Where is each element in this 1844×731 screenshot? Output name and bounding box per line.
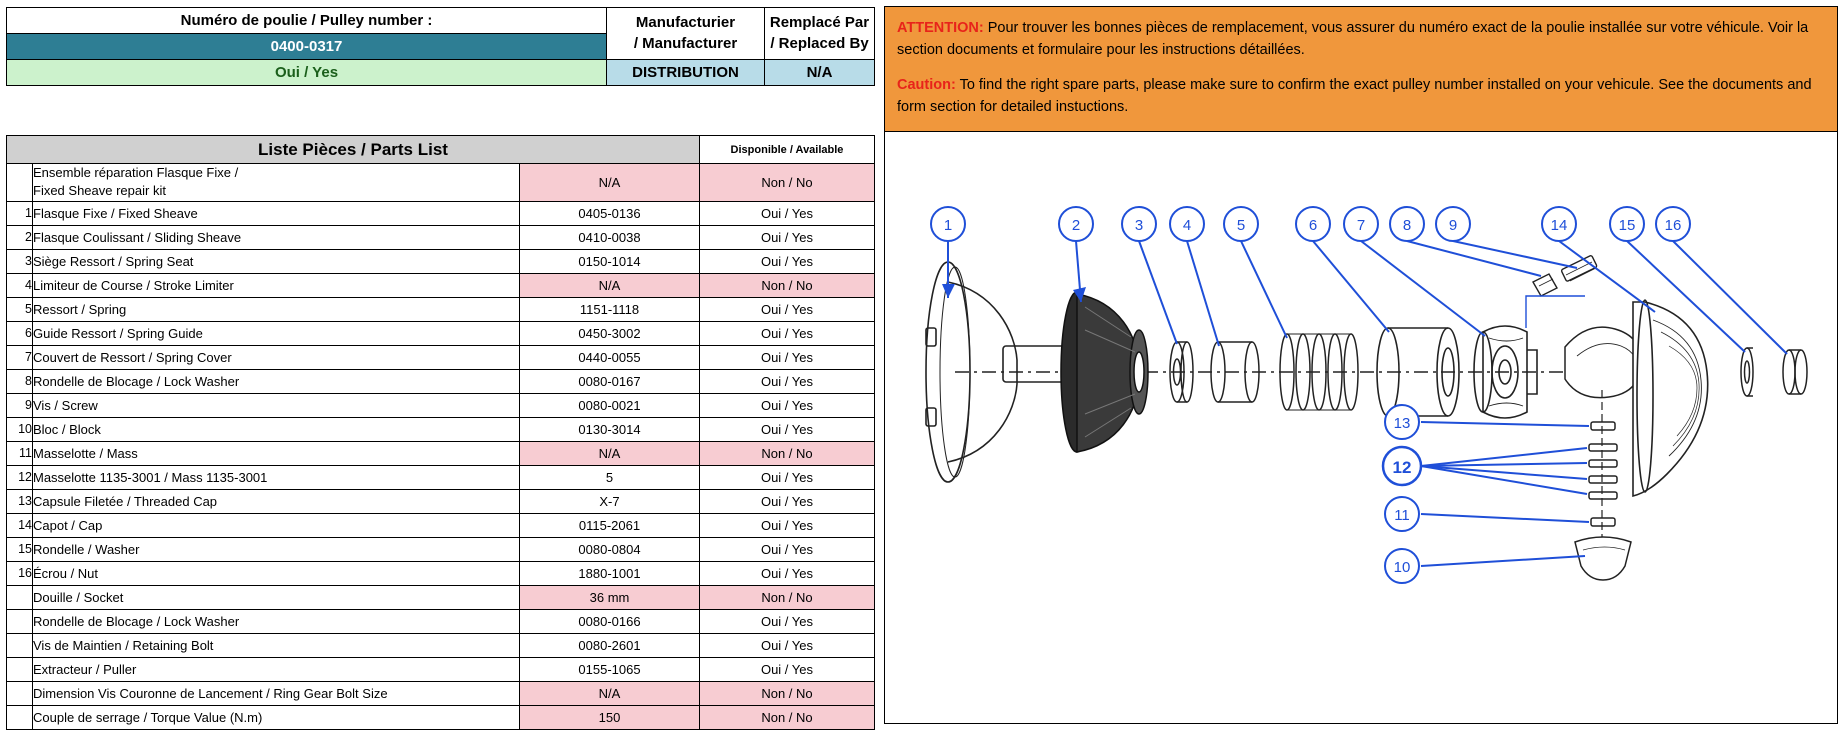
row-availability: Oui / Yes	[700, 537, 875, 561]
row-description-line2: Fixed Sheave repair kit	[33, 183, 166, 199]
row-index: 6	[7, 321, 33, 345]
row-index	[7, 609, 33, 633]
svg-text:6: 6	[1308, 216, 1318, 234]
row-index: 15	[7, 537, 33, 561]
row-description: Ressort / Spring	[33, 297, 520, 321]
cover-bracket-line	[1526, 296, 1585, 328]
row-part-number: 0080-2601	[520, 633, 700, 657]
svg-text:4: 4	[1182, 216, 1192, 234]
row-part-number: 0450-3002	[520, 321, 700, 345]
row-part-number: 150	[520, 705, 700, 729]
svg-text:5: 5	[1236, 216, 1246, 234]
parts-list-table	[6, 135, 875, 730]
pulley-availability-value: Oui / Yes	[7, 60, 607, 86]
part-cap	[1633, 300, 1708, 496]
replaced-by-label-line1: Remplacé Par	[769, 14, 870, 32]
row-description: Rondelle / Washer	[33, 537, 520, 561]
table-row	[7, 225, 875, 249]
row-index: 8	[7, 369, 33, 393]
callout-1	[931, 207, 965, 241]
row-description: Couple de serrage / Torque Value (N.m)	[33, 705, 520, 729]
row-availability: Oui / Yes	[700, 633, 875, 657]
pulley-number-value: 0400-0317	[7, 34, 607, 60]
caution-text-en: To find the right spare parts, please make sure to confirm the exact pulley number installed on your vehicule. See the documents and form section for detailed instuctions.	[897, 76, 1812, 116]
callout-10	[1385, 549, 1419, 583]
table-row	[7, 633, 875, 657]
row-description: Flasque Coulissant / Sliding Sheave	[33, 225, 520, 249]
right-panel	[884, 6, 1838, 724]
pulley-number-label: Numéro de poulie / Pulley number :	[7, 8, 607, 34]
row-description: Siège Ressort / Spring Seat	[33, 249, 520, 273]
table-row	[7, 513, 875, 537]
table-row	[7, 465, 875, 489]
table-row	[7, 321, 875, 345]
caution-notice-fr	[897, 17, 1825, 62]
caution-keyword-fr: ATTENTION:	[897, 20, 984, 36]
table-row	[7, 345, 875, 369]
row-part-number: 0080-0021	[520, 393, 700, 417]
caution-notice	[885, 7, 1837, 132]
row-index: 10	[7, 417, 33, 441]
row-index	[7, 164, 33, 202]
caution-keyword-en: Caution:	[897, 76, 956, 93]
replaced-by-value: N/A	[765, 60, 875, 86]
row-part-number: 0405-0136	[520, 201, 700, 225]
row-availability: Oui / Yes	[700, 201, 875, 225]
manufacturer-value: DISTRIBUTION	[607, 60, 765, 86]
row-availability: Oui / Yes	[700, 369, 875, 393]
row-part-number: N/A	[520, 164, 700, 202]
row-part-number: 0080-0166	[520, 609, 700, 633]
row-index	[7, 585, 33, 609]
row-index: 16	[7, 561, 33, 585]
row-part-number: 0440-0055	[520, 345, 700, 369]
replaced-by-label-line2: / Replaced By	[770, 34, 869, 52]
row-description: Douille / Socket	[33, 585, 520, 609]
svg-text:13: 13	[1393, 414, 1411, 432]
table-row	[7, 297, 875, 321]
svg-text:14: 14	[1550, 216, 1568, 234]
row-part-number: 0130-3014	[520, 417, 700, 441]
row-availability: Non / No	[700, 164, 875, 202]
part-cluster-mass	[1565, 327, 1641, 580]
svg-text:2: 2	[1071, 216, 1081, 234]
caution-text-fr: Pour trouver les bonnes pièces de remplacement, vous assurer du numéro exact de la poulie installée sur votre véhicule. Voir la section documents et formulaire pour les instructions détaillées.	[897, 20, 1809, 59]
row-index: 1	[7, 201, 33, 225]
row-description: Masselotte 1135-3001 / Mass 1135-3001	[33, 465, 520, 489]
table-row	[7, 369, 875, 393]
row-description: Capot / Cap	[33, 513, 520, 537]
part-washer	[1741, 348, 1753, 396]
row-availability: Oui / Yes	[700, 657, 875, 681]
row-availability: Oui / Yes	[700, 513, 875, 537]
callout-5	[1224, 207, 1258, 241]
pulley-header-table	[6, 7, 875, 86]
exploded-view-diagram	[885, 132, 1837, 712]
part-lock-washer	[1533, 274, 1557, 296]
row-part-number: 0115-2061	[520, 513, 700, 537]
parts-list-header-row	[7, 136, 875, 164]
caution-notice-en	[897, 74, 1825, 119]
row-description: Limiteur de Course / Stroke Limiter	[33, 273, 520, 297]
callout-3	[1122, 207, 1156, 241]
svg-text:11: 11	[1394, 506, 1410, 524]
part-screw	[1561, 255, 1597, 282]
row-part-number: 1151-1118	[520, 297, 700, 321]
row-availability: Oui / Yes	[700, 465, 875, 489]
row-availability: Oui / Yes	[700, 393, 875, 417]
replaced-by-label	[765, 8, 875, 60]
row-availability: Oui / Yes	[700, 225, 875, 249]
callout-11	[1385, 497, 1419, 531]
row-part-number: N/A	[520, 441, 700, 465]
manufacturer-label-line1: Manufacturier	[635, 14, 736, 32]
row-part-number: N/A	[520, 273, 700, 297]
callout-4	[1170, 207, 1204, 241]
row-index: 11	[7, 441, 33, 465]
row-description-line1: Ensemble réparation Flasque Fixe /	[33, 165, 239, 180]
callout-bubbles	[931, 207, 1690, 583]
row-part-number: 0080-0167	[520, 369, 700, 393]
row-index: 4	[7, 273, 33, 297]
available-column-header: Disponible / Available	[700, 136, 875, 164]
row-part-number: N/A	[520, 681, 700, 705]
row-index	[7, 633, 33, 657]
row-description: Extracteur / Puller	[33, 657, 520, 681]
row-availability: Non / No	[700, 705, 875, 729]
row-availability: Oui / Yes	[700, 561, 875, 585]
callout-12	[1383, 447, 1421, 485]
row-index: 3	[7, 249, 33, 273]
row-index: 13	[7, 489, 33, 513]
part-spring-seat	[1170, 342, 1193, 402]
row-availability: Oui / Yes	[700, 249, 875, 273]
row-availability: Non / No	[700, 681, 875, 705]
svg-text:3: 3	[1134, 216, 1144, 234]
callout-8	[1390, 207, 1424, 241]
row-index	[7, 681, 33, 705]
table-row	[7, 681, 875, 705]
callout-7	[1344, 207, 1378, 241]
row-availability: Oui / Yes	[700, 609, 875, 633]
table-row	[7, 273, 875, 297]
row-index: 14	[7, 513, 33, 537]
header-row-availability	[7, 60, 875, 86]
row-index: 5	[7, 297, 33, 321]
row-availability: Non / No	[700, 441, 875, 465]
table-row	[7, 489, 875, 513]
manufacturer-label-line2: / Manufacturer	[633, 34, 738, 52]
row-availability: Oui / Yes	[700, 489, 875, 513]
svg-text:10: 10	[1393, 558, 1411, 576]
callout-14	[1542, 207, 1576, 241]
svg-text:9: 9	[1448, 216, 1458, 234]
table-row	[7, 417, 875, 441]
pulley-exploded-svg	[885, 132, 1837, 710]
part-nut	[1783, 350, 1807, 394]
row-description: Rondelle de Blocage / Lock Washer	[33, 609, 520, 633]
callout-9	[1436, 207, 1470, 241]
row-description: Rondelle de Blocage / Lock Washer	[33, 369, 520, 393]
row-index	[7, 657, 33, 681]
callout-13	[1385, 405, 1419, 439]
row-index: 2	[7, 225, 33, 249]
row-part-number: 0150-1014	[520, 249, 700, 273]
callout-16	[1656, 207, 1690, 241]
row-availability: Non / No	[700, 273, 875, 297]
callout-15	[1610, 207, 1644, 241]
row-index: 9	[7, 393, 33, 417]
row-part-number: X-7	[520, 489, 700, 513]
table-row	[7, 561, 875, 585]
row-description: Capsule Filetée / Threaded Cap	[33, 489, 520, 513]
svg-text:8: 8	[1402, 216, 1412, 234]
row-description: Écrou / Nut	[33, 561, 520, 585]
table-row	[7, 201, 875, 225]
row-part-number: 0080-0804	[520, 537, 700, 561]
manufacturer-label	[607, 8, 765, 60]
row-availability: Non / No	[700, 585, 875, 609]
svg-text:1: 1	[943, 216, 953, 234]
row-description: Dimension Vis Couronne de Lancement / Ring Gear Bolt Size	[33, 681, 520, 705]
row-part-number: 1880-1001	[520, 561, 700, 585]
row-description: Masselotte / Mass	[33, 441, 520, 465]
row-availability: Oui / Yes	[700, 297, 875, 321]
row-part-number: 0410-0038	[520, 225, 700, 249]
row-description: Flasque Fixe / Fixed Sheave	[33, 201, 520, 225]
part-sliding-sheave	[1061, 292, 1148, 452]
table-row	[7, 164, 875, 202]
header-row-title	[7, 8, 875, 34]
row-part-number: 36 mm	[520, 585, 700, 609]
svg-text:16: 16	[1664, 216, 1682, 234]
table-row	[7, 585, 875, 609]
table-row	[7, 705, 875, 729]
parts-list-title: Liste Pièces / Parts List	[7, 136, 700, 164]
row-description: Guide Ressort / Spring Guide	[33, 321, 520, 345]
row-description: Bloc / Block	[33, 417, 520, 441]
row-part-number: 0155-1065	[520, 657, 700, 681]
row-availability: Oui / Yes	[700, 345, 875, 369]
callout-2	[1059, 207, 1093, 241]
callout-6	[1296, 207, 1330, 241]
row-index	[7, 705, 33, 729]
table-row	[7, 249, 875, 273]
row-description: Couvert de Ressort / Spring Cover	[33, 345, 520, 369]
svg-text:12: 12	[1392, 457, 1412, 477]
svg-text:15: 15	[1618, 216, 1636, 234]
row-part-number: 5	[520, 465, 700, 489]
left-panel	[0, 0, 880, 731]
table-row	[7, 609, 875, 633]
table-row	[7, 657, 875, 681]
row-index: 7	[7, 345, 33, 369]
table-row	[7, 393, 875, 417]
row-availability: Oui / Yes	[700, 417, 875, 441]
svg-text:7: 7	[1356, 216, 1366, 234]
row-index: 12	[7, 465, 33, 489]
table-row	[7, 537, 875, 561]
row-description: Vis de Maintien / Retaining Bolt	[33, 633, 520, 657]
table-row	[7, 441, 875, 465]
row-description	[33, 164, 520, 202]
row-availability: Oui / Yes	[700, 321, 875, 345]
row-description: Vis / Screw	[33, 393, 520, 417]
